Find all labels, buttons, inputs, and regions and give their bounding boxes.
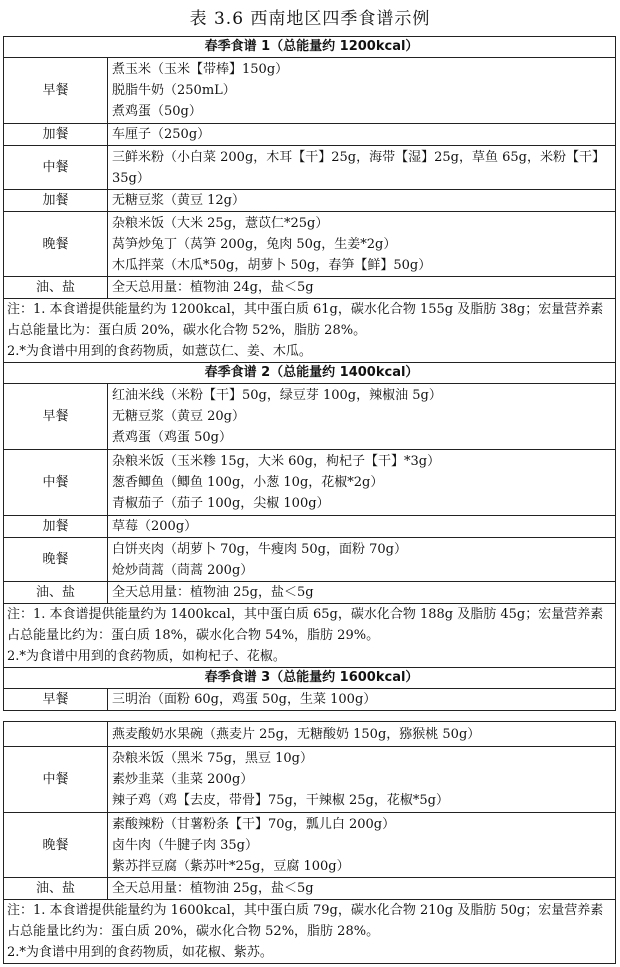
dish: 素炒韭菜（韭菜 200g） (112, 772, 254, 787)
note-text: 2.*为食谱中用到的食药物质，如花椒、紫苏。 (7, 945, 273, 960)
dish: 白饼夹肉（胡萝卜 70g，牛瘦肉 50g，面粉 70g） (112, 541, 407, 557)
meal-items (108, 384, 616, 450)
meal-name (4, 722, 108, 747)
meal-name: 加餐 (4, 124, 108, 146)
dish: 煮玉米（玉米【带棒】150g） (112, 62, 289, 77)
dish: 全天总用量：植物油 24g，盐＜5g (112, 280, 314, 295)
dish: 全天总用量：植物油 25g，盐＜5g (112, 881, 314, 896)
meal-name: 早餐 (4, 58, 108, 124)
dish: 青椒茄子（茄子 100g，尖椒 100g） (112, 496, 330, 511)
dish: 杂粮米饭（大米 25g，薏苡仁*25g） (112, 215, 329, 231)
menu-note (4, 900, 616, 964)
dish: 莴笋炒兔丁（莴笋 200g，兔肉 50g，生姜*2g） (112, 236, 397, 252)
dish: 全天总用量：植物油 25g，盐＜5g (112, 585, 314, 600)
meal-items (108, 146, 616, 190)
dish: 素酸辣粉（甘薯粉条【干】70g，瓢儿白 200g） (112, 816, 396, 832)
meal-name: 晚餐 (4, 813, 108, 878)
meal-name: 早餐 (4, 384, 108, 450)
meal-items (108, 747, 616, 813)
menu-note (4, 299, 616, 363)
meal-name: 中餐 (4, 146, 108, 190)
dish: 杂粮米饭（玉米糁 15g，大米 60g，枸杞子【干】*3g） (112, 454, 441, 469)
meal-name: 中餐 (4, 747, 108, 813)
meal-name: 油、盐 (4, 277, 108, 299)
meal-items (108, 722, 616, 747)
note-text: 2.*为食谱中用到的食药物质，如枸杞子、花椒。 (7, 649, 286, 664)
dish: 炝炒茼蒿（茼蒿 200g） (112, 562, 254, 578)
meal-name: 加餐 (4, 190, 108, 212)
meal-name: 油、盐 (4, 878, 108, 900)
dish: 卤牛肉（牛腱子肉 35g） (112, 837, 258, 853)
dish: 辣子鸡（鸡【去皮，带骨】75g，干辣椒 25g，花椒*5g） (112, 793, 449, 808)
dish: 脱脂牛奶（250mL） (112, 83, 236, 98)
menu-table-part-2 (3, 721, 616, 964)
note-text: 2.*为食谱中用到的食药物质，如薏苡仁、姜、木瓜。 (7, 344, 312, 359)
meal-name: 早餐 (4, 689, 108, 711)
menu-note (4, 604, 616, 668)
meal-items (108, 689, 616, 711)
dish: 燕麦酸奶水果碗（燕麦片 25g，无糖酸奶 150g，猕猴桃 50g） (112, 726, 481, 742)
meal-name: 加餐 (4, 516, 108, 538)
menu-title: 春季食谱 1（总能量约 1200kcal） (4, 37, 616, 58)
meal-items (108, 538, 616, 582)
dish: 杂粮米饭（黑米 75g，黑豆 10g） (112, 751, 313, 766)
menu-title: 春季食谱 2（总能量约 1400kcal） (4, 363, 616, 384)
dish: 无糖豆浆（黄豆 20g） (112, 409, 245, 424)
meal-name: 油、盐 (4, 582, 108, 604)
meal-items (108, 212, 616, 277)
meal-items (108, 878, 616, 900)
meal-name: 晚餐 (4, 538, 108, 582)
meal-name: 晚餐 (4, 212, 108, 277)
meal-items (108, 516, 616, 538)
meal-items (108, 190, 616, 212)
meal-name: 中餐 (4, 450, 108, 516)
meal-items (108, 813, 616, 878)
dish: 三明治（面粉 60g，鸡蛋 50g，生菜 100g） (112, 692, 377, 707)
meal-items (108, 582, 616, 604)
dish: 木瓜拌菜（木瓜*50g，胡萝卜 50g，春笋【鲜】50g） (112, 257, 432, 273)
note-text: 注：1. 本食谱提供能量约为 1400kcal，其中蛋白质 65g，碳水化合物 188g 及脂肪 45g；宏量营养素占总能量比约为：蛋白质 18%，碳水化合物 54%，脂肪 29%。 (7, 607, 604, 643)
menu-table-part-1 (3, 36, 616, 711)
note-text: 注：1. 本食谱提供能量约为 1600kcal，其中蛋白质 79g，碳水化合物 210g 及脂肪 50g；宏量营养素占总能量比约为：蛋白质 20%，碳水化合物 52%，脂肪 28%。 (7, 903, 604, 939)
dish: 紫苏拌豆腐（紫苏叶*25g，豆腐 100g） (112, 858, 350, 874)
dish: 三鲜米粉（小白菜 200g，木耳【干】25g，海带【湿】25g，草鱼 65g，米粉【干】35g） (112, 149, 605, 186)
dish: 红油米线（米粉【干】50g，绿豆芽 100g，辣椒油 5g） (112, 388, 442, 403)
dish: 无糖豆浆（黄豆 12g） (112, 193, 245, 208)
meal-items (108, 58, 616, 124)
dish: 煮鸡蛋（鸡蛋 50g） (112, 430, 232, 445)
meal-items (108, 277, 616, 299)
dish: 草莓（200g） (112, 519, 198, 534)
note-text: 注：1. 本食谱提供能量约为 1200kcal，其中蛋白质 61g，碳水化合物 155g 及脂肪 38g；宏量营养素占总能量比为：蛋白质 20%，碳水化合物 52%，脂肪 28%。 (7, 302, 604, 338)
dish: 煮鸡蛋（50g） (112, 104, 202, 119)
meal-items (108, 124, 616, 146)
table-caption: 表 3.6 西南地区四季食谱示例 (189, 9, 431, 29)
meal-items (108, 450, 616, 516)
menu-title: 春季食谱 3（总能量约 1600kcal） (4, 668, 616, 689)
dish: 车厘子（250g） (112, 127, 211, 142)
dish: 葱香鲫鱼（鲫鱼 100g，小葱 10g，花椒*2g） (112, 475, 384, 490)
